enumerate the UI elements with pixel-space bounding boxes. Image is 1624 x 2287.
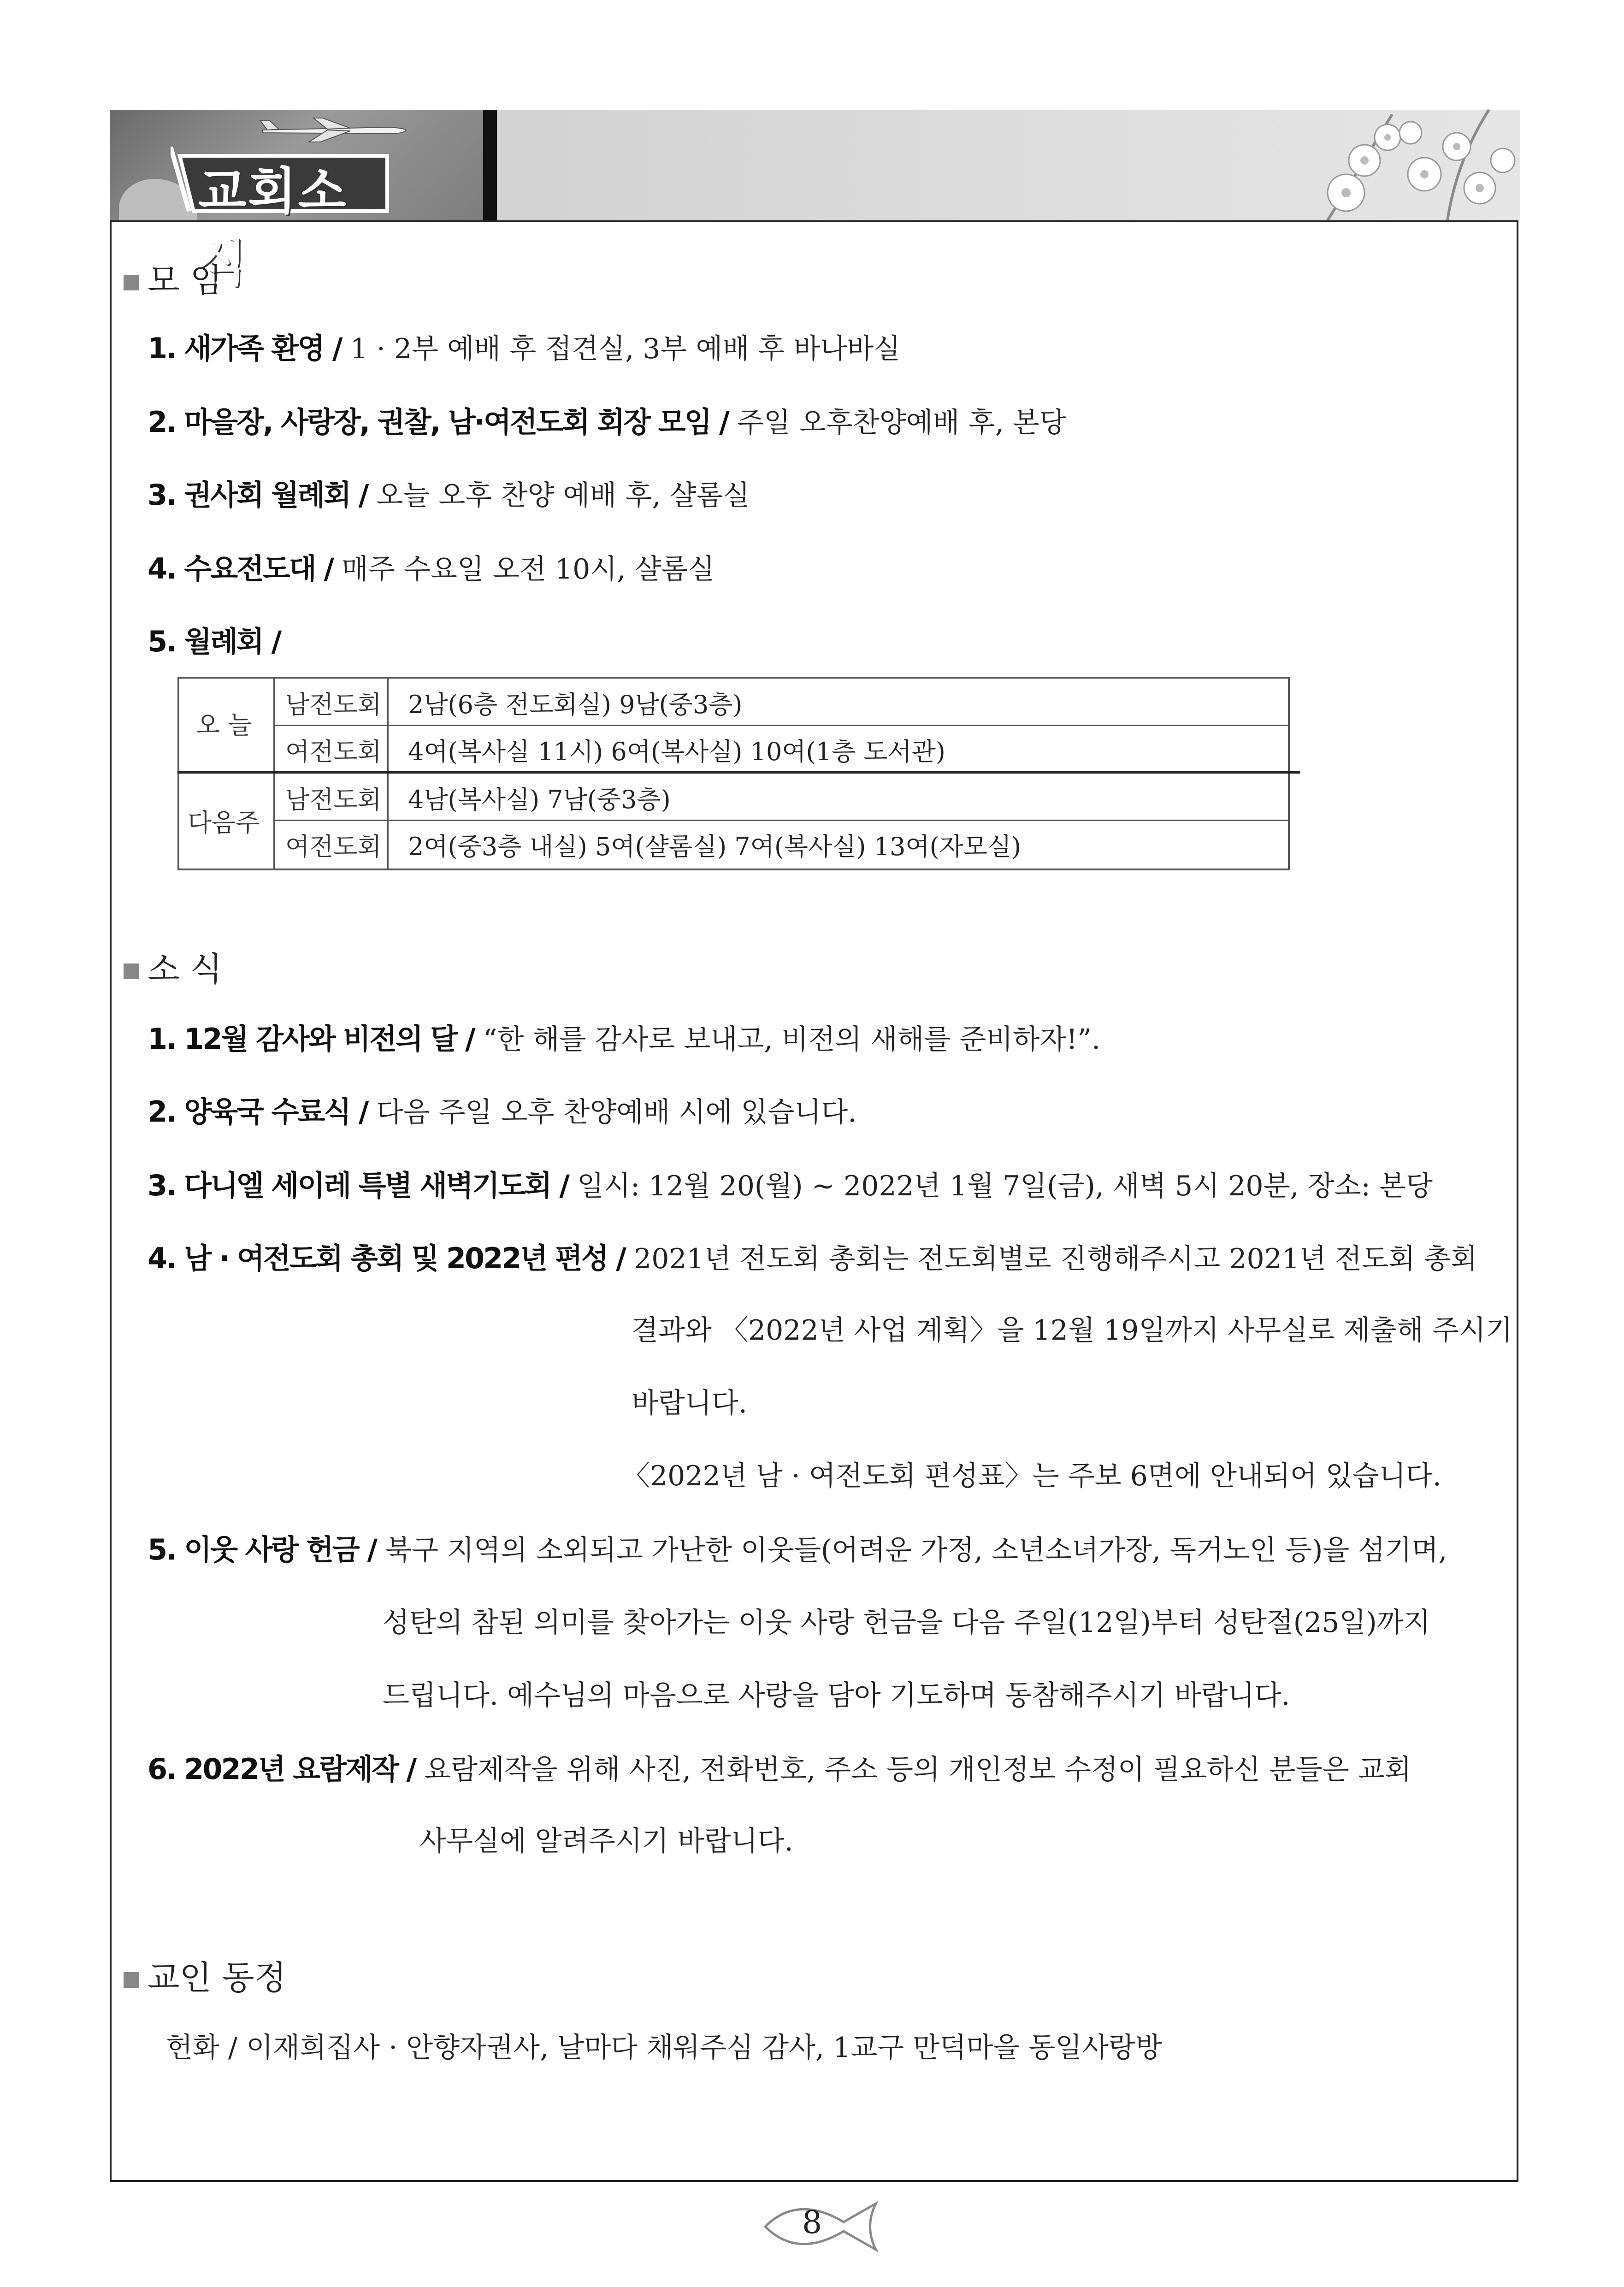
meeting-item-2: 2. 마을장, 사랑장, 권찰, 남·여전도회 회장 모임 / 주일 오후찬양예배 후, 본당: [148, 405, 1066, 439]
table-row-value: 4남(복사실) 7남(중3층): [408, 785, 671, 814]
news-item-5-line-2: 성탄의 참된 의미를 찾아가는 이웃 사랑 헌금을 다음 주일(12일)부터 성탄절(25일)까지: [383, 1607, 1430, 1639]
members-text: 헌화 / 이재희집사 · 안향자권사, 날마다 채워주심 감사, 1교구 만덕마을 동일사랑방: [166, 2032, 1163, 2064]
news-item-5-line-3: 드립니다. 예수님의 마음으로 사랑을 담아 기도하며 동참해주시기 바랍니다.: [383, 1679, 1290, 1712]
meetings-heading: 모 임: [124, 254, 222, 301]
members-heading: 교인 동정: [124, 1951, 286, 1999]
meeting-item-4: 4. 수요전도대 / 매주 수요일 오전 10시, 샬롬실: [148, 552, 715, 585]
news-item-6-line-2: 사무실에 알려주시기 바랍니다.: [419, 1825, 793, 1857]
page-title: 교회소식: [198, 163, 348, 292]
table-row-group: 남전도회: [285, 690, 382, 719]
table-label-today: 오 늘: [196, 710, 252, 739]
news-item-1: 1. 12월 감사와 비전의 달 / “한 해를 감사로 보내고, 비전의 새해를 준비하자!”.: [148, 1022, 1101, 1056]
meeting-item-3: 3. 권사회 월례회 / 오늘 오후 찬양 예배 후, 샬롬실: [148, 478, 750, 512]
table-row-group: 여전도회: [285, 737, 382, 766]
table-row-value: 2남(6층 전도회실) 9남(중3층): [408, 690, 743, 719]
news-item-6: 6. 2022년 요람제작 / 요람제작을 위해 사진, 전화번호, 주소 등의 개인정보 수정이 필요하신 분들은 교회: [148, 1752, 1411, 1786]
news-item-2: 2. 양육국 수료식 / 다음 주일 오후 찬양예배 시에 있습니다.: [148, 1095, 857, 1129]
news-heading: 소 식: [124, 942, 222, 990]
news-item-4: 4. 남 · 여전도회 총회 및 2022년 편성 / 2021년 전도회 총회는 전도회별로 진행해주시고 2021년 전도회 총회: [148, 1241, 1477, 1275]
table-label-next-week: 다음주: [188, 808, 260, 837]
airplane-icon: [258, 115, 410, 143]
news-item-3: 3. 다니엘 세이레 특별 새벽기도회 / 일시: 12월 20(월) ~ 2022년 1월 7일(금), 새벽 5시 20분, 장소: 본당: [148, 1169, 1433, 1202]
flower-decoration-icon: [1272, 105, 1521, 220]
news-item-4-line-3: 바랍니다.: [632, 1387, 747, 1419]
table-row-group: 남전도회: [285, 785, 382, 814]
meeting-item-1: 1. 새가족 환영 / 1 · 2부 예배 후 접견실, 3부 예배 후 바나바실: [148, 331, 901, 365]
news-item-4-line-2: 결과와 〈2022년 사업 계획〉을 12월 19일까지 사무실로 제출해 주시기: [632, 1314, 1513, 1347]
page-number: [761, 2194, 880, 2259]
page-number-text: 8: [802, 2204, 822, 2241]
square-bullet-icon: [124, 275, 139, 290]
monthly-meeting-table: [177, 677, 1290, 870]
square-bullet-icon: [124, 1972, 139, 1988]
table-row-group: 여전도회: [285, 832, 382, 861]
news-item-4-line-4: 〈2022년 남 · 여전도회 편성표〉는 주보 6면에 안내되어 있습니다.: [622, 1460, 1441, 1492]
meeting-item-5: 5. 월례회 /: [148, 625, 281, 658]
table-row-value: 2여(중3층 내실) 5여(샬롬실) 7여(복사실) 13여(자모실): [408, 832, 1022, 861]
square-bullet-icon: [124, 963, 139, 979]
header-divider: [483, 110, 497, 220]
table-row-value: 4여(복사실 11시) 6여(복사실) 10여(1층 도서관): [408, 737, 945, 766]
news-item-5: 5. 이웃 사랑 헌금 / 북구 지역의 소외되고 가난한 이웃들(어려운 가정, 소년소녀가장, 독거노인 등)을 섬기며,: [148, 1533, 1447, 1566]
